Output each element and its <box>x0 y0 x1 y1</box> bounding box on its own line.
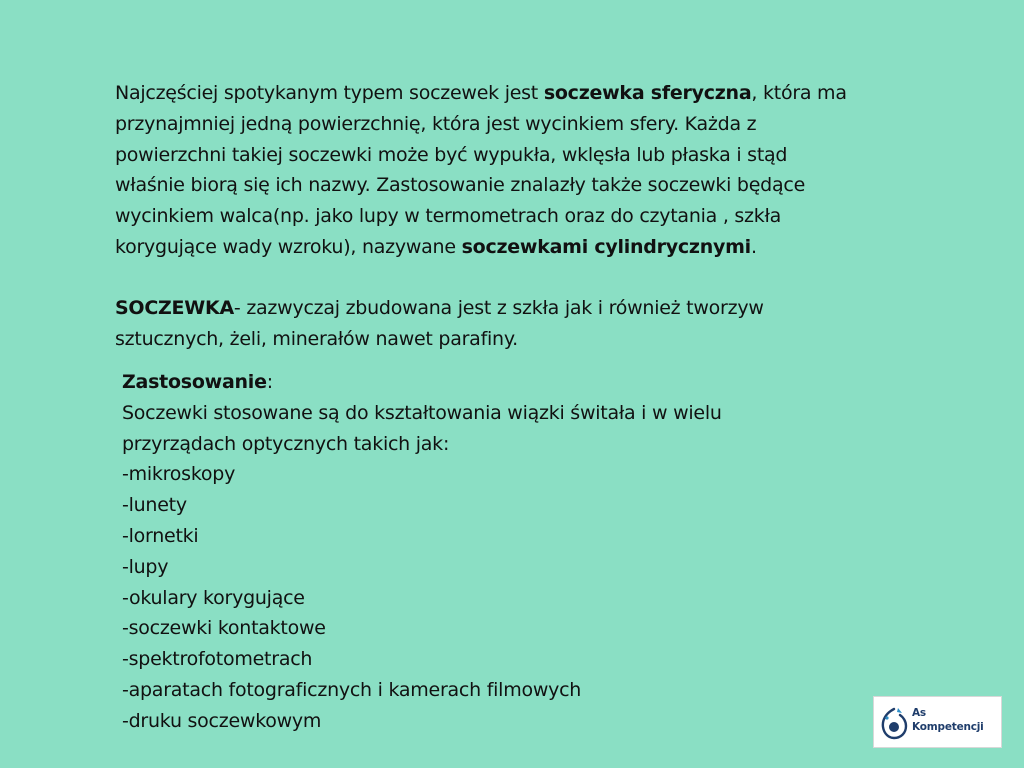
usage-intro-line-2: przyrządach optycznych takich jak: <box>122 432 450 455</box>
list-item: -lornetki <box>122 524 199 547</box>
intro-line-6: korygujące wady wzroku), nazywane soczewkami cylindrycznymi. <box>115 235 757 258</box>
intro-line-3: powierzchni takiej soczewki może być wypukła, wklęsła lub płaska i stąd <box>115 143 788 166</box>
intro-line-1: Najczęściej spotykanym typem soczewek jest soczewka sferyczna, która ma <box>115 82 847 104</box>
usage-intro-line-1: Soczewki stosowane są do kształtowania wiązki świtała i w wielu <box>122 401 722 424</box>
list-item: -druku soczewkowym <box>122 709 322 732</box>
intro-line-5: wycinkiem walca(np. jako lupy w termometrach oraz do czytania , szkła <box>115 205 782 228</box>
term-cylindrical-lenses: soczewkami cylindrycznymi <box>461 235 751 258</box>
logo-text: As Kompetencji <box>912 707 984 733</box>
usage-section <box>122 367 882 737</box>
list-item: -spektrofotometrach <box>122 648 313 671</box>
definition-line-2: sztucznych, żeli, minerałów nawet parafiny. <box>115 327 518 350</box>
list-item: -mikroskopy <box>122 463 236 486</box>
logo <box>873 696 1002 748</box>
list-item: -okulary korygujące <box>122 586 305 609</box>
list-item: -lunety <box>122 494 187 517</box>
lens-drop-icon <box>878 704 910 742</box>
term-spherical-lens: soczewka sferyczna <box>543 82 752 104</box>
list-item: -aparatach fotograficznych i kamerach filmowych <box>122 678 582 701</box>
usage-heading-line: Zastosowanie: <box>122 371 273 393</box>
term-soczewka: SOCZEWKA <box>115 297 234 319</box>
usage-heading: Zastosowanie <box>122 371 267 393</box>
intro-line-2: przynajmniej jedną powierzchnię, która jest wycinkiem sfery. Każda z <box>115 112 757 135</box>
intro-line-4: właśnie biorą się ich nazwy. Zastosowanie znalazły także soczewki będące <box>115 174 806 197</box>
list-item: -lupy <box>122 555 169 578</box>
definition-paragraph <box>115 293 915 355</box>
definition-line-1: SOCZEWKA- zazwyczaj zbudowana jest z szkła jak i również tworzyw <box>115 297 764 319</box>
intro-paragraph <box>115 78 915 263</box>
list-item: -soczewki kontaktowe <box>122 617 326 640</box>
